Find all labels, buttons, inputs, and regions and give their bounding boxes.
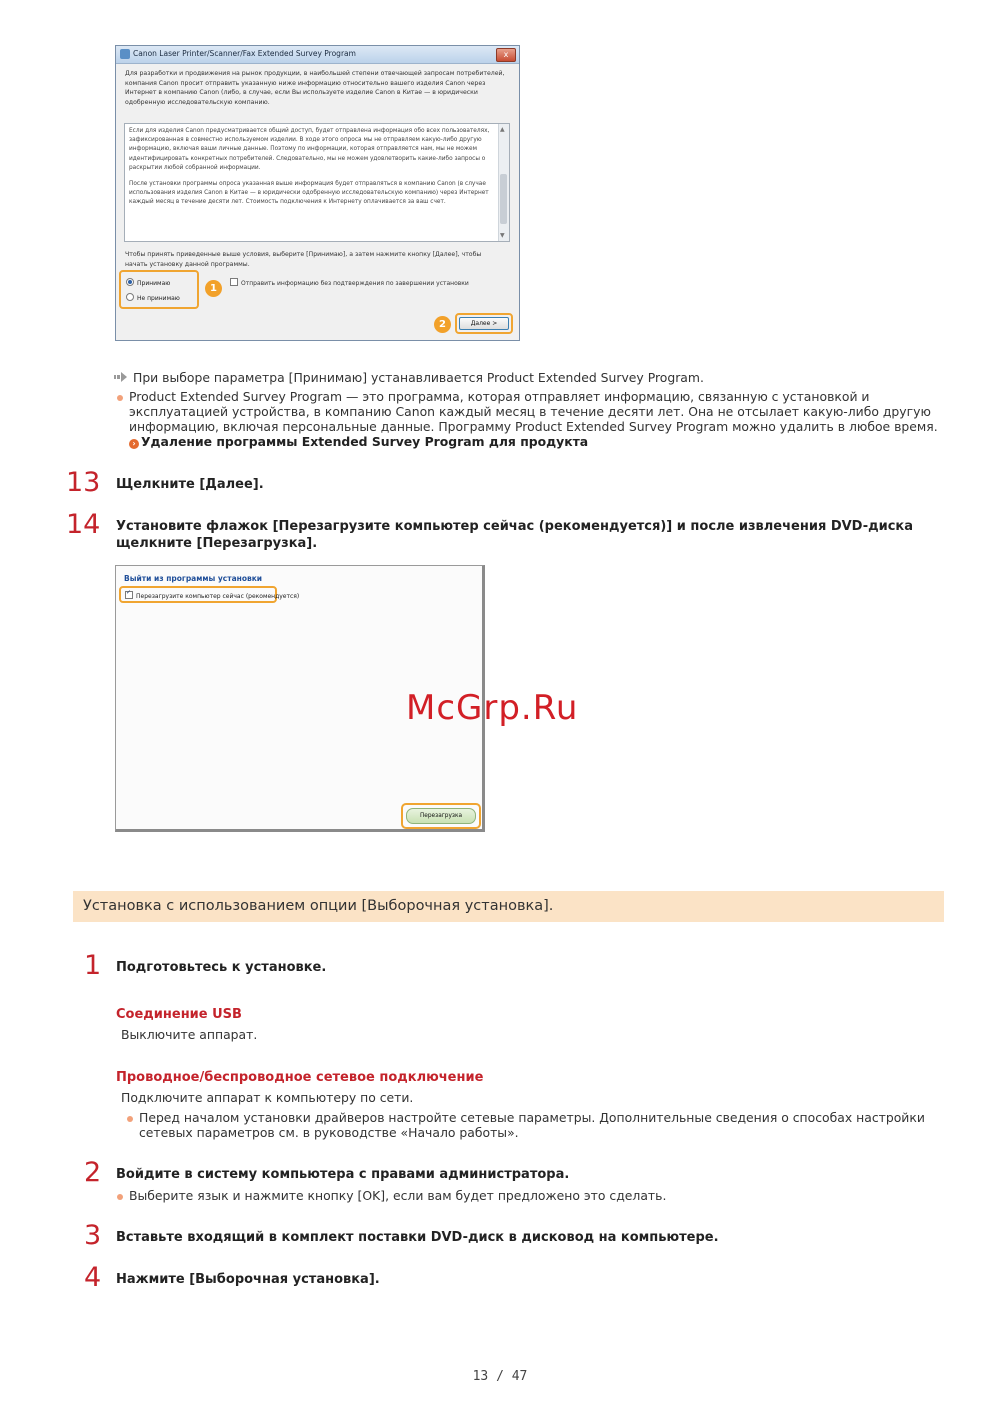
dialog-title: Canon Laser Printer/Scanner/Fax Extended Survey Program — [133, 49, 356, 58]
restart-dialog-title: Выйти из программы установки — [124, 574, 263, 583]
usb-heading: Соединение USB — [116, 1007, 242, 1022]
intro-text: Для разработки и продвижения на рынок продукции, в наибольшей степени отвечающей запросам потребителей, компания Canon просит отправить указанную ниже информацию относительно вашего изделия Canon через Интернет в компанию Canon (либо, в случае, если Вы используете изделие Canon в Китае — в юридически одобренную исследовательскую компанию. — [125, 70, 505, 106]
callout-marker-1: 1 — [205, 280, 222, 297]
scrollbar[interactable] — [498, 124, 509, 241]
watermark: McGrp.Ru — [406, 688, 579, 728]
step-number-14: 14 — [66, 509, 101, 540]
info-line-2: эксплуатацией устройства, в компанию Canon каждый месяц в течение десяти лет. Она не отсылает какую-либо другую — [129, 404, 931, 419]
radio-empty-icon — [126, 293, 134, 301]
restart-button-highlight — [401, 803, 481, 829]
link-arrow-icon: › — [129, 439, 139, 449]
step-number-1: 1 — [84, 950, 102, 981]
restart-button[interactable]: Перезагрузка — [406, 808, 476, 824]
step-1-text: Подготовьтесь к установке. — [116, 960, 327, 975]
step-13-text: Щелкните [Далее]. — [116, 477, 264, 492]
step-2-text: Войдите в систему компьютера с правами администратора. — [116, 1167, 570, 1182]
page-number: 13 / 47 — [472, 1369, 528, 1384]
survey-program-dialog — [115, 45, 520, 341]
step-number-13: 13 — [66, 467, 101, 498]
remove-program-link[interactable]: › Удаление программы Extended Survey Program для продукта — [129, 434, 588, 449]
radio-accept[interactable]: Принимаю — [126, 278, 170, 287]
step-14-text-line1: Установите флажок [Перезагрузите компьютер сейчас (рекомендуется)] и после извлечения DVD-диска — [116, 519, 914, 534]
network-heading: Проводное/беспроводное сетевое подключение — [116, 1070, 484, 1085]
terms-paragraph: После установки программы опроса указанная выше информация будет отправляться в компанию Canon (в случае использования изделия Canon в Китае — в юридически одобренную исследовательскую компанию) через Интернет каждый месяц в течение десяти лет. Стоимость подключения к Интернету оплачивается за ваш счет. — [129, 181, 489, 206]
section-title: Установка с использованием опции [Выборочная установка]. — [83, 898, 554, 914]
app-icon — [120, 49, 130, 59]
close-icon[interactable]: x — [496, 48, 516, 62]
scroll-thumb[interactable] — [500, 174, 507, 224]
step-number-3: 3 — [84, 1220, 102, 1251]
next-button-highlight — [455, 313, 513, 334]
network-text: Подключите аппарат к компьютеру по сети. — [121, 1090, 414, 1105]
send-info-checkbox[interactable]: Отправить информацию без подтверждения по завершении установки — [230, 278, 469, 287]
usb-text: Выключите аппарат. — [121, 1027, 258, 1042]
scroll-up-icon[interactable]: ▲ — [500, 126, 505, 133]
callout-marker-2: 2 — [434, 316, 451, 333]
network-bullet-line-1: Перед началом установки драйверов настройте сетевые параметры. Дополнительные сведения о способах настройки — [139, 1110, 925, 1125]
accept-radio-group — [119, 270, 199, 309]
checkbox-checked-icon — [125, 591, 133, 599]
step-3-text: Вставьте входящий в комплект поставки DVD-диск в дисковод на компьютере. — [116, 1230, 719, 1245]
bullet-icon — [117, 395, 123, 401]
step-number-4: 4 — [84, 1262, 102, 1293]
step-14-text-line2: щелкните [Перезагрузка]. — [116, 536, 318, 551]
section-header — [73, 891, 944, 922]
step-2-bullet: Выберите язык и нажмите кнопку [OK], если вам будет предложено это сделать. — [129, 1188, 667, 1203]
result-arrow-icon — [114, 371, 128, 383]
next-button[interactable]: Далее > — [459, 317, 509, 330]
accept-instructions: Чтобы принять приведенные выше условия, выберите [Принимаю], а затем нажмите кнопку [Далее], чтобы начать установку данной программы. — [125, 251, 482, 268]
result-note: При выборе параметра [Принимаю] устанавливается Product Extended Survey Program. — [133, 370, 704, 385]
checkbox-icon — [230, 278, 238, 286]
restart-now-checkbox[interactable]: ✓Перезагрузите компьютер сейчас (рекомендуется) — [125, 591, 299, 600]
network-bullet-line-2: сетевых параметров см. в руководстве «Начало работы». — [139, 1125, 519, 1140]
terms-paragraph: Если для изделия Canon предусматривается общий доступ, будет отправлена информация обо всех пользователях, зафиксированная в совместно используемом изделии. В ходе этого опроса мы не отправляем какую-либо другую информацию, включая ваши личные данные. Поэтому по информации, которая отправляется нам, мы не можем идентифицировать конкретных потребителей. Следовательно, мы не можем удовлетворить какие-либо запросы о раскрытии любой собранной информации. — [129, 128, 490, 171]
scroll-down-icon[interactable]: ▼ — [500, 232, 505, 239]
radio-decline[interactable]: Не принимаю — [126, 293, 180, 302]
bullet-icon — [127, 1116, 133, 1122]
step-number-2: 2 — [84, 1157, 102, 1188]
info-line-1: Product Extended Survey Program — это программа, которая отправляет информацию, связанную с установкой и — [129, 389, 870, 404]
restart-checkbox-highlight — [119, 586, 300, 603]
radio-selected-icon — [126, 278, 134, 286]
info-line-3: информацию, включая персональные данные. Программу Product Extended Survey Program можно удалить в любое время. — [129, 419, 938, 434]
dialog-titlebar — [116, 46, 519, 64]
step-4-text: Нажмите [Выборочная установка]. — [116, 1272, 380, 1287]
terms-textbox[interactable] — [124, 123, 510, 242]
bullet-icon — [117, 1194, 123, 1200]
